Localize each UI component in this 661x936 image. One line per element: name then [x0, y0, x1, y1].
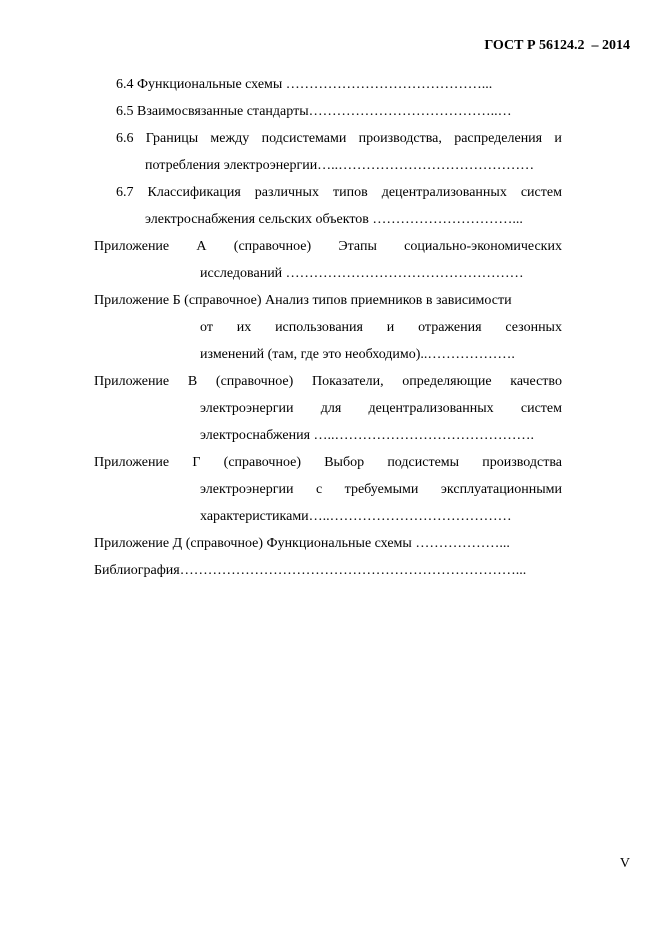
- document-header: ГОСТ Р 56124.2 – 2014: [484, 38, 630, 53]
- toc-entry-6-6-line-1: [116, 131, 562, 147]
- word: Приложение: [94, 374, 170, 389]
- word: Г: [192, 455, 201, 470]
- word: качество: [510, 374, 562, 389]
- word: В: [187, 374, 198, 389]
- word: отражения: [418, 320, 482, 335]
- word: производства: [482, 455, 562, 470]
- toc-entry-6-5: 6.5 Взаимосвязанные стандарты…………………………………..…: [116, 104, 512, 119]
- word: систем: [520, 401, 562, 416]
- word: с: [315, 482, 323, 497]
- toc-appendix-g-line-1: [94, 455, 562, 471]
- toc-entry-6-7-line-1: [116, 185, 562, 201]
- word: (справочное): [233, 239, 312, 254]
- toc-appendix-a-line-1: [94, 239, 562, 255]
- word: электроэнергии: [200, 401, 294, 416]
- word: определяющие: [402, 374, 492, 389]
- toc-appendix-v-line-3: электроснабжения …..…………………………………….: [200, 428, 535, 443]
- word: для: [320, 401, 342, 416]
- word: типов: [332, 185, 368, 200]
- word: Классификация: [147, 185, 241, 200]
- word: распределения: [454, 131, 543, 146]
- word: различных: [254, 185, 319, 200]
- word: (справочное): [215, 374, 294, 389]
- word: производства,: [358, 131, 442, 146]
- toc-appendix-v-line-2: [200, 401, 562, 417]
- toc-appendix-b-line-2: [200, 320, 562, 336]
- word: А: [196, 239, 207, 254]
- page-number: V: [619, 856, 630, 871]
- word: от: [200, 320, 213, 335]
- toc-appendix-v-line-1: [94, 374, 562, 390]
- word: подсистемами: [261, 131, 347, 146]
- toc-appendix-a-line-2: исследований ……………………………………………: [200, 266, 524, 281]
- word: 6.7: [116, 185, 134, 200]
- word: Границы: [145, 131, 199, 146]
- word: Приложение: [94, 239, 170, 254]
- toc-appendix-d: Приложение Д (справочное) Функциональные схемы ………………...: [94, 536, 510, 551]
- word: сезонных: [505, 320, 562, 335]
- word: подсистемы: [387, 455, 460, 470]
- word: и: [554, 131, 562, 146]
- word: социально-экономических: [404, 239, 562, 254]
- word: Выбор: [324, 455, 365, 470]
- word: электроэнергии: [200, 482, 294, 497]
- word: Показатели,: [311, 374, 384, 389]
- toc-entry-6-4: 6.4 Функциональные схемы ……………………………………...: [116, 77, 493, 92]
- word: Этапы: [338, 239, 377, 254]
- word: систем: [520, 185, 562, 200]
- toc-appendix-b-line-3: изменений (там, где это необходимо)..……………….: [200, 347, 515, 362]
- word: требуемыми: [344, 482, 419, 497]
- word: Приложение: [94, 455, 170, 470]
- toc-entry-6-7-line-2: электроснабжения сельских объектов …………………………...: [145, 212, 523, 227]
- word: эксплуатационными: [440, 482, 562, 497]
- word: 6.6: [116, 131, 134, 146]
- word: децентрализованных: [381, 185, 507, 200]
- word: между: [210, 131, 250, 146]
- word: и: [386, 320, 395, 335]
- word: (справочное): [223, 455, 301, 470]
- toc-entry-6-6-line-2: потребления электроэнергии…..……………………………………: [145, 158, 535, 173]
- toc-appendix-g-line-3: характеристиками…..…………………………………: [200, 509, 512, 524]
- toc-appendix-b-line-1: Приложение Б (справочное) Анализ типов приемников в зависимости: [94, 293, 512, 308]
- word: использования: [275, 320, 363, 335]
- word: их: [236, 320, 252, 335]
- word: децентрализованных: [368, 401, 494, 416]
- toc-bibliography: Библиография………………………………………………………………...: [94, 563, 527, 578]
- toc-appendix-g-line-2: [200, 482, 562, 498]
